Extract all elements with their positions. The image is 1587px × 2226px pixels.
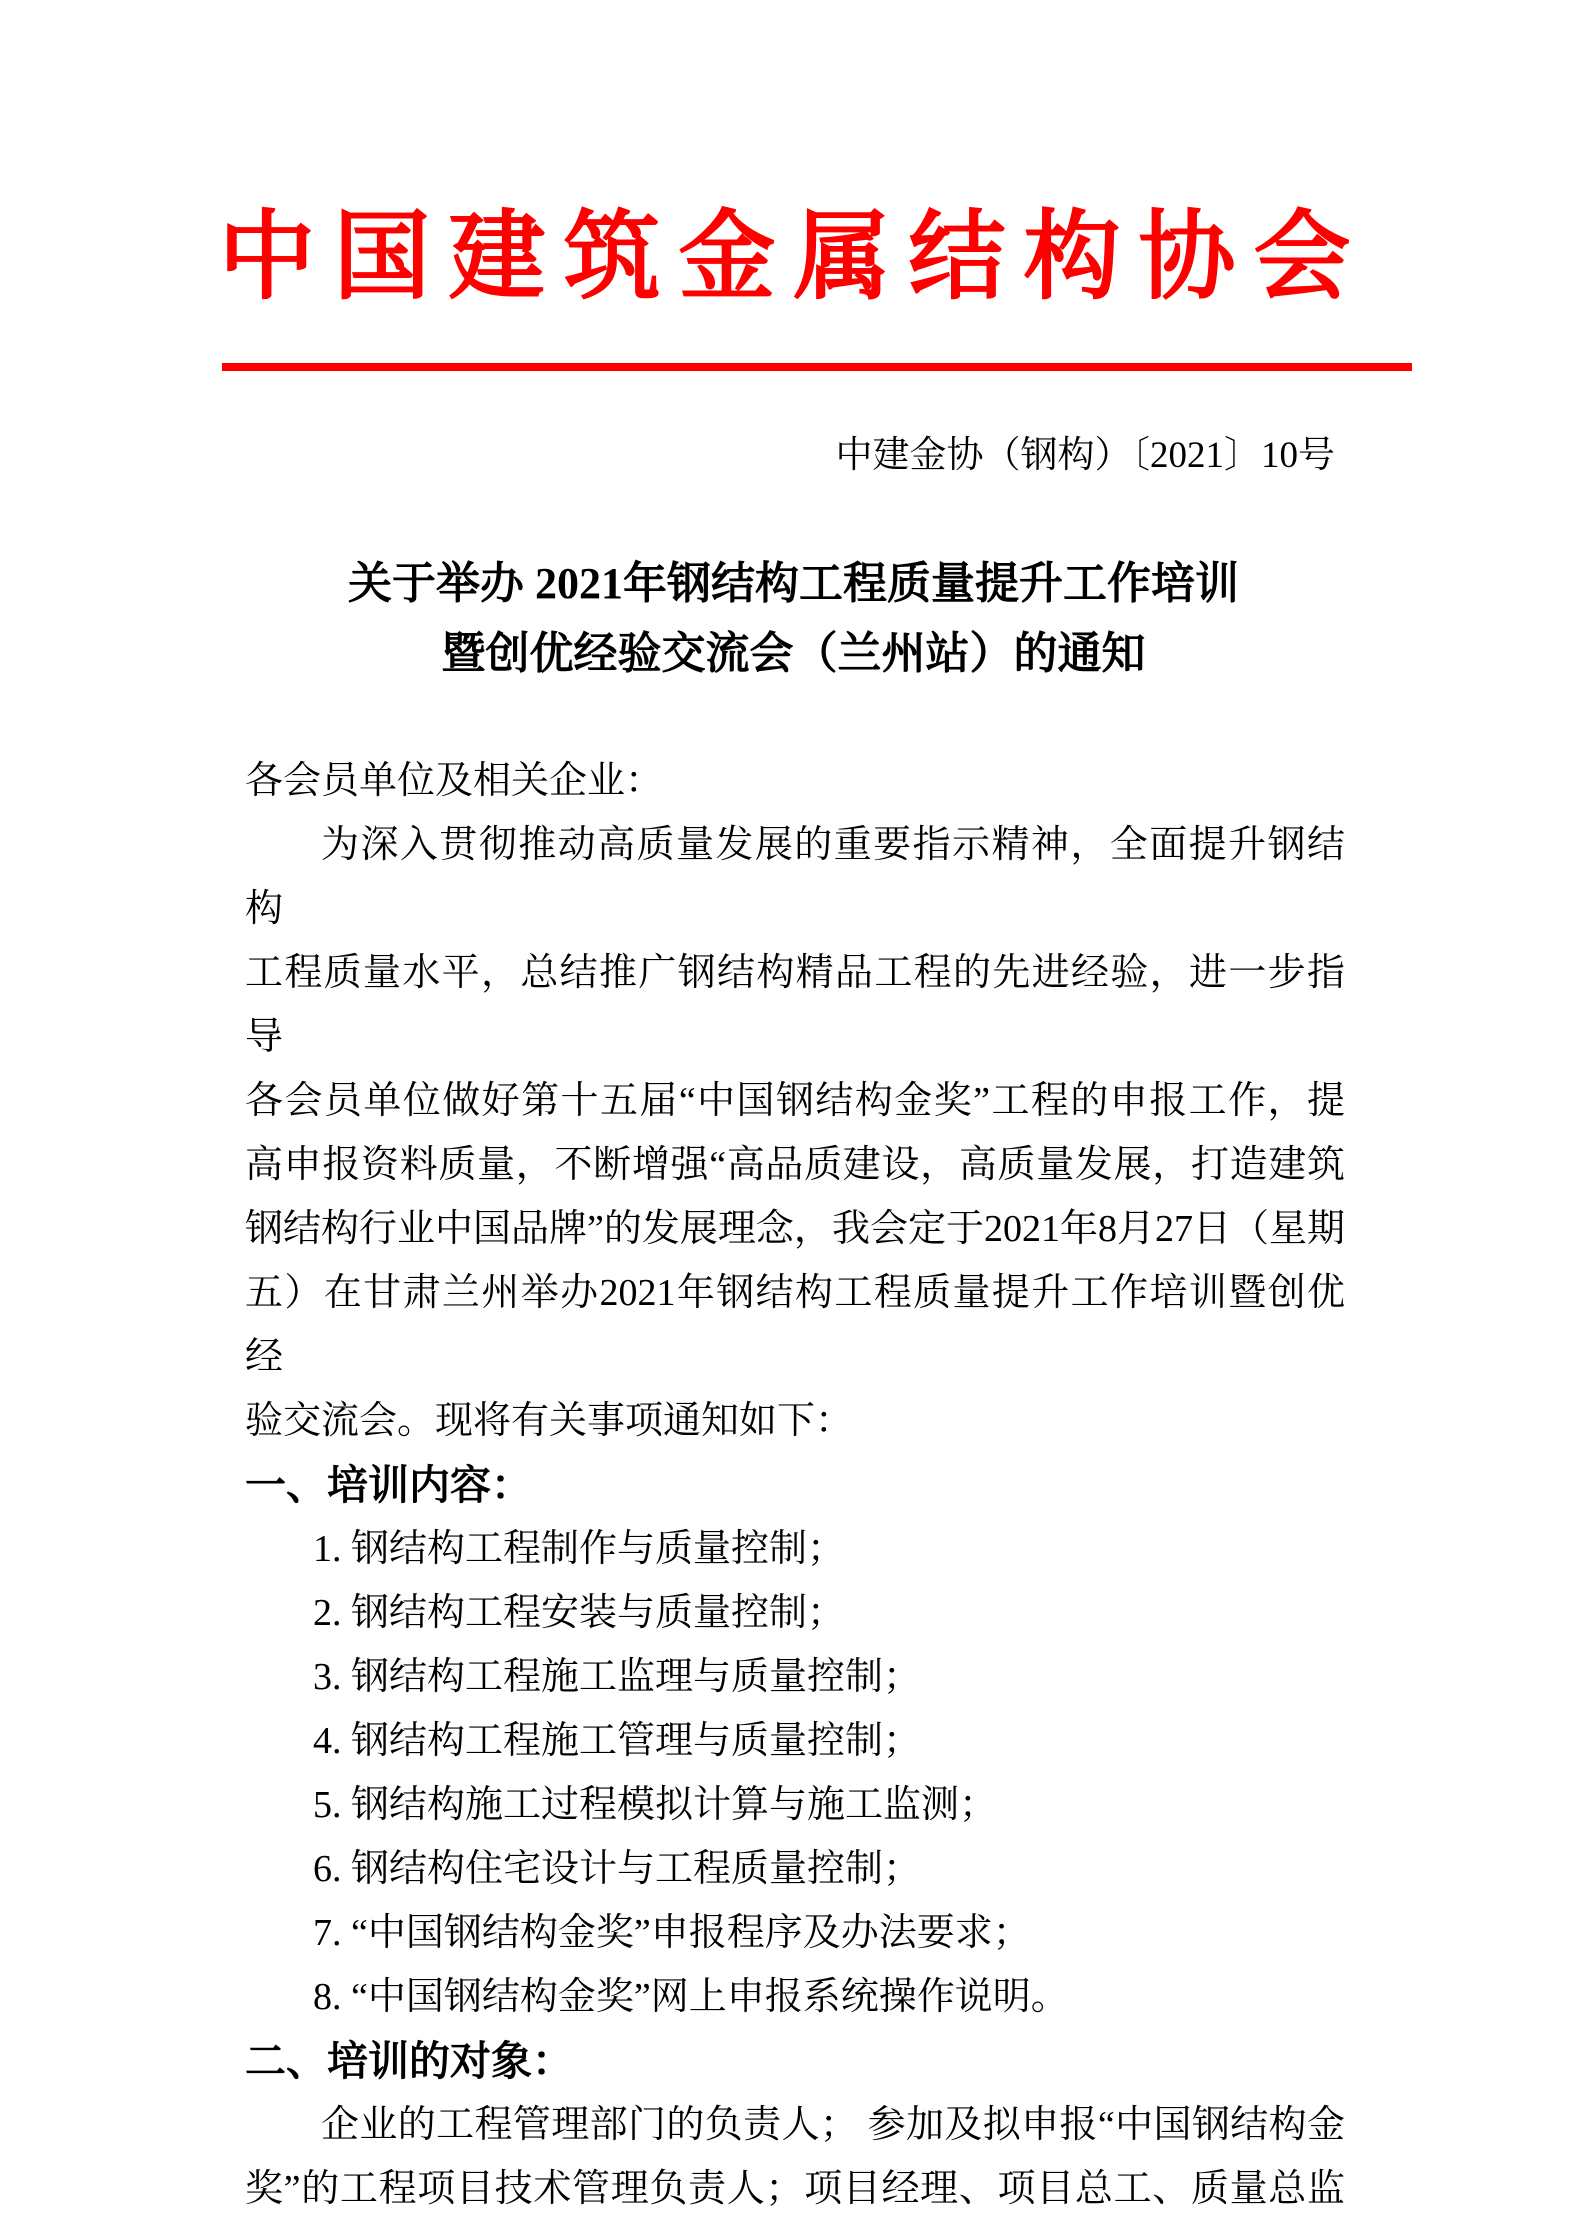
section-heading-training-audience: 二、培训的对象：: [245, 2038, 573, 2084]
training-content-item: 6. 钢结构住宅设计与工程质量控制；: [313, 1848, 922, 1890]
training-content-item: 4. 钢结构工程施工管理与质量控制；: [313, 1720, 922, 1762]
intro-paragraph-line: 高申报资料质量，不断增强“高品质建设，高质量发展，打造建筑: [245, 1144, 1345, 1186]
salutation: 各会员单位及相关企业：: [245, 760, 664, 802]
notice-title-line2: 暨创优经验交流会（兰州站）的通知: [441, 629, 1146, 678]
audience-paragraph-line: 企业的工程管理部门的负责人； 参加及拟申报“中国钢结构金: [321, 2104, 1345, 2146]
training-content-list: [245, 1517, 1345, 2029]
masthead-divider-rule: [222, 363, 1412, 371]
intro-paragraph-line: 工程质量水平，总结推广钢结构精品工程的先进经验，进一步指导: [245, 952, 1345, 1058]
audience-paragraph-line: 奖”的工程项目技术管理负责人；项目经理、项目总工、质量总监: [245, 2168, 1345, 2210]
intro-paragraph-line: 钢结构行业中国品牌”的发展理念，我会定于2021年8月27日（星期: [245, 1208, 1345, 1250]
audience-paragraph: [245, 2093, 1345, 2221]
training-content-item: 3. 钢结构工程施工监理与质量控制；: [313, 1656, 922, 1698]
intro-paragraph-line: 五）在甘肃兰州举办2021年钢结构工程质量提升工作培训暨创优经: [245, 1272, 1345, 1378]
training-content-item: 5. 钢结构施工过程模拟计算与施工监测；: [313, 1784, 998, 1826]
section-heading-training-content: 一、培训内容：: [245, 1462, 532, 1508]
document-number: 中建金协（钢构）〔2021〕10号: [835, 435, 1335, 476]
org-masthead: 中国建筑金属结构协会: [218, 204, 1369, 311]
intro-paragraph-line: 验交流会。现将有关事项通知如下：: [245, 1400, 854, 1442]
intro-paragraph-line: 各会员单位做好第十五届“中国钢结构金奖”工程的申报工作，提: [245, 1080, 1345, 1122]
notice-title: [0, 549, 1587, 689]
intro-paragraph: [245, 813, 1345, 1453]
intro-paragraph-line: 为深入贯彻推动高质量发展的重要指示精神，全面提升钢结构: [245, 824, 1345, 930]
document-body: [245, 749, 1345, 2221]
training-content-item: 7. “中国钢结构金奖”申报程序及办法要求；: [313, 1912, 1031, 1954]
training-content-item: 1. 钢结构工程制作与质量控制；: [313, 1528, 846, 1570]
document-page: [0, 200, 1587, 2226]
notice-title-line1: 关于举办 2021年钢结构工程质量提升工作培训: [348, 559, 1239, 608]
training-content-item: 8. “中国钢结构金奖”网上申报系统操作说明。: [313, 1976, 1069, 2018]
training-content-item: 2. 钢结构工程安装与质量控制；: [313, 1592, 846, 1634]
